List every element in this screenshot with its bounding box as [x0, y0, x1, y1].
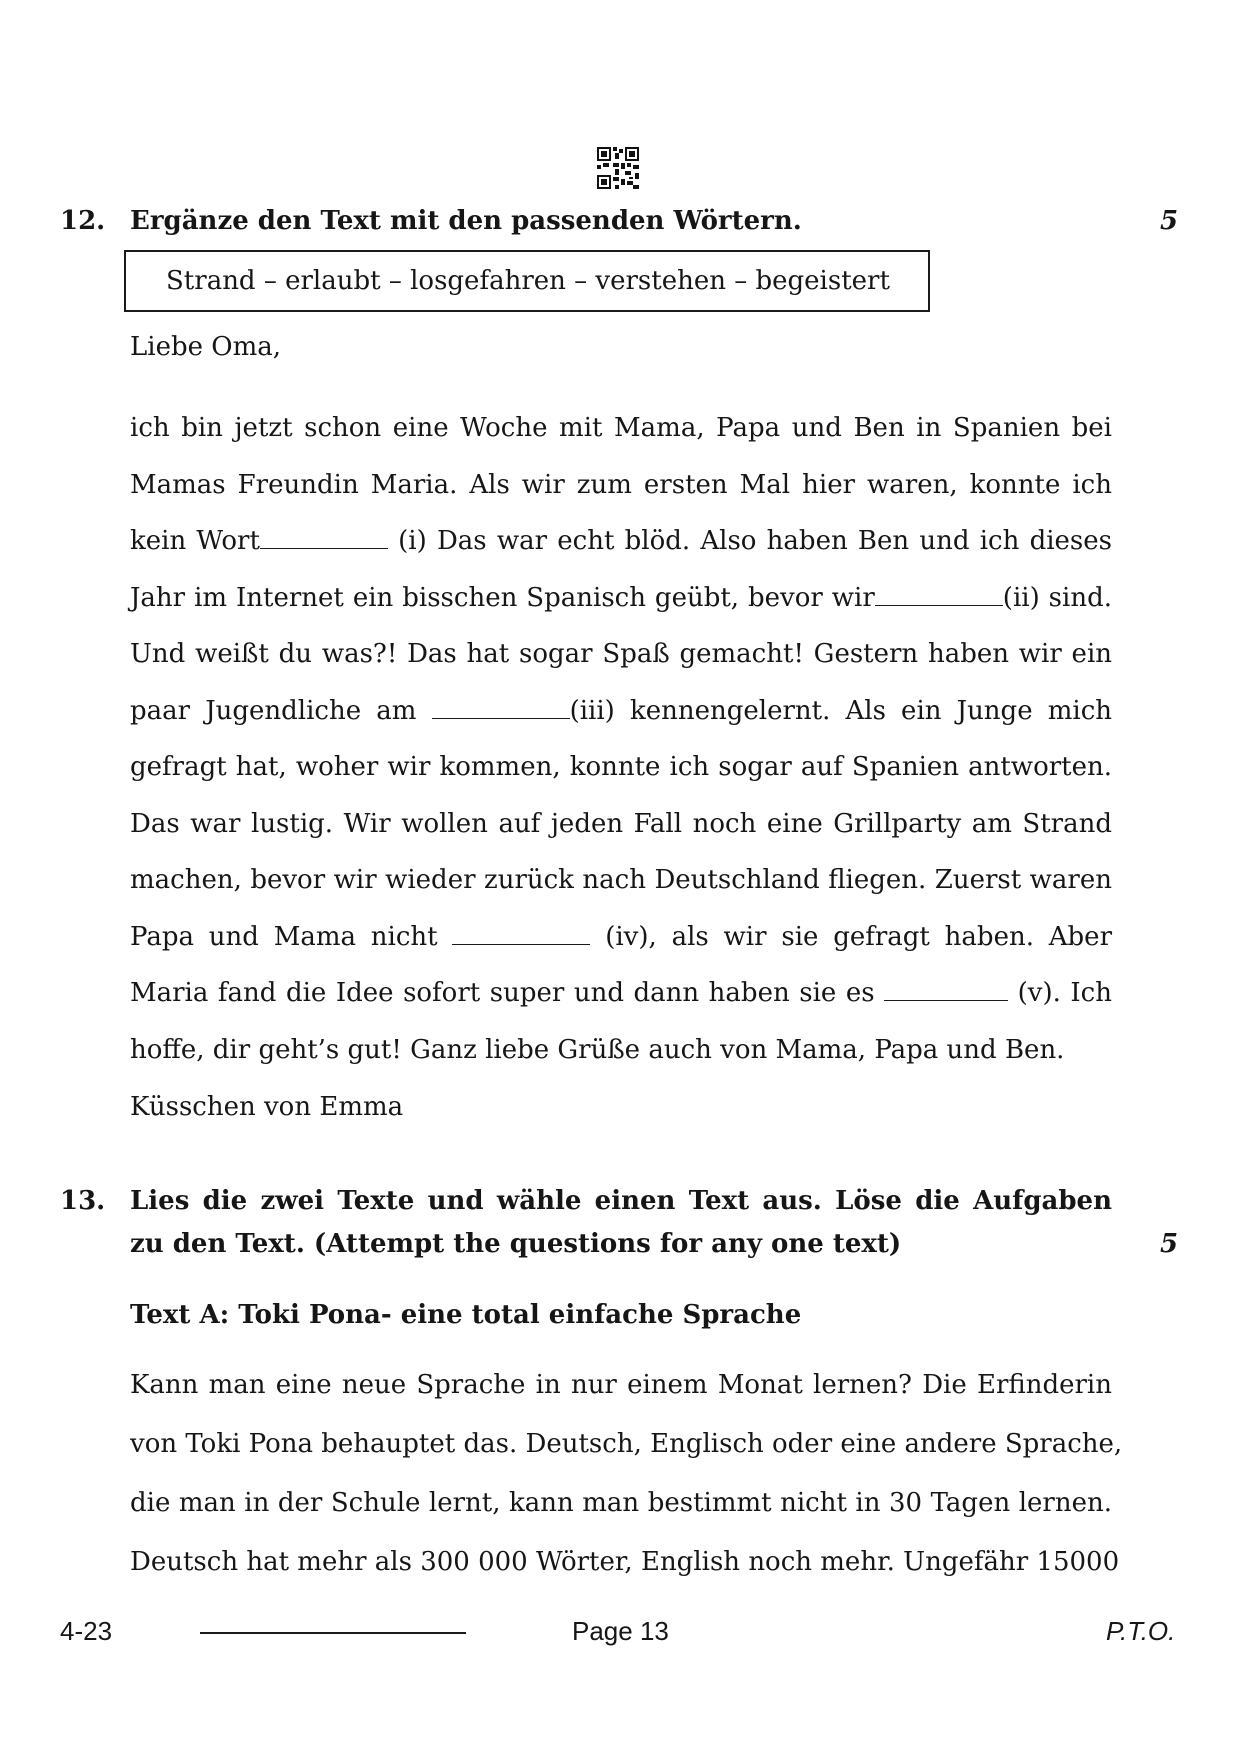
blank-iv: [452, 943, 590, 945]
text-a-line: Deutsch hat mehr als 300 000 Wörter, English noch mehr. Ungefähr 15000: [130, 1547, 1120, 1577]
question-12-number: 12.: [60, 206, 106, 236]
footer-pto: P.T.O.: [1106, 1616, 1176, 1646]
letter-line: Das war lustig. Wir wollen auf jeden Fall noch eine Grillparty am Strand: [130, 809, 1112, 839]
letter-line: machen, bevor wir wieder zurück nach Deutschland fliegen. Zuerst waren: [130, 865, 1112, 895]
blank-i: [260, 547, 388, 549]
question-13-title-line-2: zu den Text. (Attempt the questions for any one text): [130, 1229, 902, 1259]
letter-line: ich bin jetzt schon eine Woche mit Mama, Papa und Ben in Spanien bei: [130, 413, 1112, 443]
footer-code: 4-23: [60, 1616, 113, 1646]
letter-last-line: hoffe, dir geht’s gut! Ganz liebe Grüße auch von Mama, Papa und Ben.: [130, 1035, 1065, 1065]
letter-line: Papa und Mama nicht (iv), als wir sie gefragt haben. Aber: [130, 922, 1112, 952]
letter-sign-off: Küsschen von Emma: [130, 1092, 404, 1122]
question-12-title: Ergänze den Text mit den passenden Wörtern.: [130, 206, 802, 236]
word-box-text: Strand – erlaubt – losgefahren – verstehen – begeistert: [166, 266, 890, 296]
blank-ii: [875, 604, 1003, 606]
question-13-number: 13.: [60, 1186, 106, 1216]
letter-line: Und weißt du was?! Das hat sogar Spaß gemacht! Gestern haben wir ein: [130, 639, 1112, 669]
text-a-heading: Text A: Toki Pona- eine total einfache Sprache: [130, 1300, 802, 1330]
letter-line: Maria fand die Idee sofort super und dann haben sie es (v). Ich: [130, 978, 1112, 1008]
letter-line: gefragt hat, woher wir kommen, konnte ich sogar auf Spanien antworten.: [130, 752, 1112, 782]
letter-line: paar Jugendliche am (iii) kennengelernt. Als ein Junge mich: [130, 696, 1113, 726]
footer-page-number: Page 13: [572, 1616, 669, 1646]
question-13-marks: 5: [1160, 1229, 1179, 1259]
text-a-line: die man in der Schule lernt, kann man bestimmt nicht in 30 Tagen lernen.: [130, 1488, 1112, 1518]
blank-v: [884, 999, 1008, 1001]
text-a-line: von Toki Pona behauptet das. Deutsch, Englisch oder eine andere Sprache,: [130, 1429, 1123, 1459]
footer-rule: [200, 1632, 466, 1634]
question-13-title-line-1: Lies die zwei Texte und wähle einen Text aus. Löse die Aufgaben: [130, 1186, 1112, 1216]
letter-line: Jahr im Internet ein bisschen Spanisch geübt, bevor wir (ii) sind.: [130, 583, 1112, 613]
letter-line: Mamas Freundin Maria. Als wir zum ersten Mal hier waren, konnte ich: [130, 470, 1112, 500]
letter-greeting: Liebe Oma,: [130, 332, 281, 362]
text-a-line: Kann man eine neue Sprache in nur einem Monat lernen? Die Erfinderin: [130, 1370, 1112, 1400]
word-box: [124, 250, 930, 312]
question-12-marks: 5: [1160, 206, 1179, 236]
qr-code-icon: [597, 147, 639, 189]
letter-line: kein Wort (i) Das war echt blöd. Also haben Ben und ich dieses: [130, 526, 1112, 556]
blank-iii: [432, 717, 570, 719]
